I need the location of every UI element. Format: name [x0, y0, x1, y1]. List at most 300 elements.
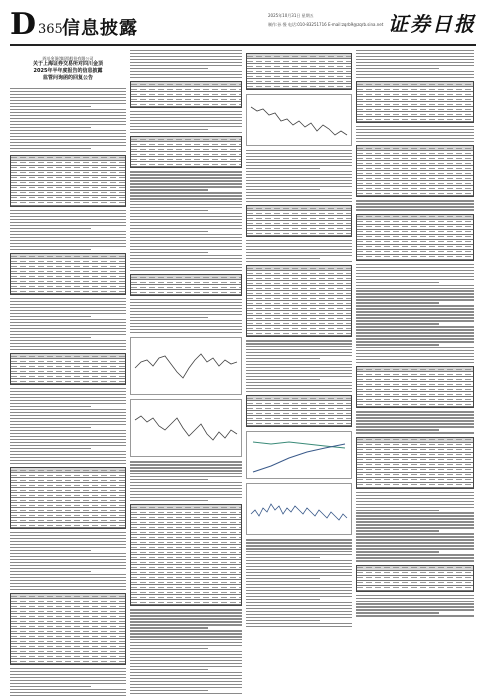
text-line — [130, 693, 242, 694]
text-line — [130, 320, 242, 321]
text-line — [130, 323, 242, 324]
text-line — [10, 100, 126, 101]
text-line — [130, 627, 208, 628]
table-row — [357, 402, 473, 407]
text-line — [246, 183, 352, 184]
data-table — [246, 205, 352, 237]
text-line — [10, 142, 126, 143]
price-chart-graphic — [247, 432, 351, 478]
text-line — [356, 554, 474, 555]
text-line — [130, 50, 242, 51]
text-line — [130, 305, 242, 306]
text-line — [130, 240, 242, 241]
text-line — [10, 553, 126, 554]
text-line — [246, 376, 352, 377]
text-line — [130, 183, 242, 184]
text-line — [130, 68, 208, 69]
text-line — [10, 544, 126, 545]
text-line — [356, 347, 474, 348]
text-line — [246, 258, 320, 259]
text-line — [10, 565, 126, 566]
text-block — [10, 88, 126, 152]
text-line — [10, 433, 126, 434]
text-line — [356, 77, 474, 78]
text-line — [246, 382, 352, 383]
text-line — [246, 156, 352, 157]
text-line — [130, 186, 242, 187]
text-line — [130, 258, 242, 259]
text-line — [130, 213, 242, 214]
text-line — [246, 557, 320, 558]
text-line — [246, 388, 352, 389]
price-chart-line — [251, 107, 347, 135]
text-line — [10, 571, 91, 572]
text-line — [130, 216, 242, 217]
text-line — [246, 578, 320, 579]
text-line — [10, 574, 126, 575]
text-line — [10, 301, 126, 302]
text-line — [130, 669, 208, 670]
data-table — [10, 155, 126, 207]
text-line — [10, 349, 126, 350]
text-line — [356, 426, 474, 427]
text-line — [10, 436, 126, 437]
text-line — [10, 237, 126, 238]
data-table — [130, 274, 242, 296]
text-line — [10, 228, 91, 229]
text-line — [356, 492, 474, 493]
text-line — [10, 298, 126, 299]
table-row — [357, 255, 473, 260]
table-row — [247, 231, 351, 236]
text-line — [356, 545, 474, 546]
text-line — [356, 141, 474, 142]
text-line — [356, 200, 474, 201]
text-line — [130, 618, 242, 619]
text-line — [246, 554, 352, 555]
data-table — [356, 366, 474, 408]
text-line — [130, 189, 208, 190]
text-line — [246, 150, 352, 151]
text-line — [10, 145, 126, 146]
text-line — [10, 325, 126, 326]
text-line — [356, 279, 474, 280]
text-line — [130, 195, 242, 196]
text-line — [10, 97, 126, 98]
text-line — [10, 219, 126, 220]
text-line — [356, 353, 474, 354]
text-line — [130, 657, 242, 658]
text-line — [246, 370, 352, 371]
text-line — [246, 349, 352, 350]
text-line — [130, 308, 242, 309]
text-line — [356, 539, 474, 540]
text-line — [130, 132, 242, 133]
text-line — [10, 689, 126, 690]
text-line — [10, 136, 126, 137]
text-line — [356, 344, 439, 345]
text-line — [356, 527, 474, 528]
text-line — [130, 267, 242, 268]
text-line — [10, 316, 91, 317]
text-line — [356, 323, 439, 324]
data-table — [246, 265, 352, 337]
masthead-rule — [10, 44, 476, 46]
text-line — [10, 240, 126, 241]
text-line — [246, 367, 352, 368]
text-line — [10, 463, 126, 464]
text-block — [130, 609, 242, 696]
text-line — [246, 623, 352, 624]
text-line — [130, 690, 208, 691]
text-line — [10, 103, 126, 104]
text-line — [130, 314, 242, 315]
text-line — [130, 59, 242, 60]
text-line — [130, 651, 242, 652]
text-line — [246, 255, 352, 256]
text-line — [356, 65, 474, 66]
text-line — [356, 548, 474, 549]
text-line — [356, 507, 474, 508]
text-line — [246, 355, 352, 356]
text-block — [356, 595, 474, 617]
text-line — [130, 198, 242, 199]
text-line — [10, 106, 91, 107]
text-line — [356, 282, 439, 283]
price-chart — [246, 483, 352, 535]
column-4 — [356, 50, 474, 696]
text-line — [10, 210, 126, 211]
text-line — [246, 626, 352, 627]
text-line — [246, 243, 352, 244]
text-line — [10, 234, 126, 235]
text-line — [246, 177, 352, 178]
text-line — [246, 159, 352, 160]
text-line — [130, 482, 242, 483]
text-line — [10, 577, 126, 578]
text-block — [130, 299, 242, 333]
text-line — [130, 71, 242, 72]
text-line — [246, 551, 352, 552]
text-line — [10, 148, 91, 149]
text-line — [130, 77, 242, 78]
text-line — [356, 359, 474, 360]
text-line — [130, 497, 242, 498]
text-line — [356, 329, 474, 330]
text-line — [10, 151, 126, 152]
text-block — [356, 126, 474, 142]
text-line — [130, 500, 208, 501]
price-chart — [130, 337, 242, 395]
text-line — [356, 290, 474, 291]
text-line — [356, 601, 474, 602]
text-line — [246, 385, 352, 386]
text-line — [246, 620, 320, 621]
text-line — [10, 538, 126, 539]
text-line — [356, 338, 474, 339]
text-block — [10, 298, 126, 350]
text-line — [130, 461, 242, 462]
text-line — [246, 249, 352, 250]
text-line — [10, 337, 91, 338]
data-table — [246, 395, 352, 427]
text-line — [246, 617, 352, 618]
text-line — [246, 192, 352, 193]
text-line — [10, 589, 126, 590]
text-line — [356, 273, 474, 274]
price-chart — [130, 399, 242, 457]
text-line — [10, 439, 126, 440]
text-line — [10, 668, 126, 669]
text-line — [10, 412, 126, 413]
text-line — [10, 328, 126, 329]
text-line — [246, 201, 352, 202]
text-line — [10, 421, 126, 422]
text-line — [130, 636, 242, 637]
text-line — [10, 680, 126, 681]
text-line — [130, 228, 242, 229]
table-row — [11, 659, 125, 664]
text-line — [10, 556, 126, 557]
text-line — [246, 542, 352, 543]
text-line — [356, 209, 474, 210]
table-row — [247, 421, 351, 426]
text-line — [130, 311, 242, 312]
text-line — [10, 677, 126, 678]
data-table — [10, 467, 126, 529]
data-table — [10, 353, 126, 385]
text-line — [10, 313, 126, 314]
text-line — [10, 322, 126, 323]
newspaper-logo: 证券日报 — [388, 12, 476, 36]
text-line — [10, 319, 126, 320]
text-line — [246, 587, 352, 588]
text-line — [356, 524, 474, 525]
text-line — [356, 530, 439, 531]
text-line — [130, 473, 242, 474]
text-line — [130, 180, 242, 181]
text-line — [246, 361, 352, 362]
text-line — [130, 645, 242, 646]
text-line — [130, 633, 242, 634]
text-line — [130, 675, 242, 676]
column-1 — [10, 50, 126, 696]
text-line — [130, 681, 242, 682]
text-line — [130, 470, 242, 471]
text-line — [246, 189, 320, 190]
data-table — [246, 53, 352, 90]
text-line — [10, 415, 126, 416]
text-block — [10, 668, 126, 696]
text-line — [10, 568, 126, 569]
text-line — [130, 222, 242, 223]
text-line — [246, 246, 352, 247]
text-line — [10, 406, 91, 407]
text-line — [10, 246, 126, 247]
text-line — [10, 307, 126, 308]
text-line — [130, 225, 242, 226]
text-line — [10, 394, 126, 395]
text-line — [356, 285, 474, 286]
text-line — [10, 403, 126, 404]
text-line — [356, 542, 474, 543]
table-row — [247, 331, 351, 336]
text-line — [246, 352, 352, 353]
text-line — [10, 112, 126, 113]
table-row — [11, 289, 125, 294]
text-line — [356, 53, 474, 54]
table-row — [131, 162, 241, 167]
price-chart-line — [251, 504, 347, 520]
text-line — [10, 454, 126, 455]
text-line — [356, 299, 474, 300]
text-line — [246, 566, 352, 567]
text-line — [10, 442, 126, 443]
text-line — [130, 329, 242, 330]
text-line — [246, 584, 352, 585]
text-line — [356, 341, 474, 342]
text-line — [130, 479, 208, 480]
text-line — [356, 603, 474, 604]
text-line — [246, 364, 352, 365]
column-2 — [130, 50, 242, 696]
text-line — [130, 299, 242, 300]
text-line — [356, 126, 474, 127]
text-line — [130, 666, 242, 667]
text-line — [10, 231, 126, 232]
text-line — [10, 692, 126, 693]
text-block — [246, 240, 352, 262]
text-block — [130, 461, 242, 501]
text-line — [356, 308, 474, 309]
text-line — [130, 111, 242, 112]
text-block — [246, 150, 352, 202]
text-line — [10, 243, 126, 244]
text-line — [130, 56, 242, 57]
price-chart-graphic — [131, 338, 241, 394]
text-line — [10, 451, 126, 452]
text-line — [10, 249, 91, 250]
text-line — [10, 130, 126, 131]
text-line — [356, 62, 474, 63]
text-line — [130, 174, 242, 175]
text-line — [246, 602, 352, 603]
text-line — [356, 311, 474, 312]
text-line — [10, 695, 126, 696]
text-block — [356, 264, 474, 364]
text-line — [246, 373, 352, 374]
text-line — [10, 445, 126, 446]
text-line — [130, 255, 242, 256]
text-line — [130, 252, 208, 253]
text-line — [10, 334, 126, 335]
text-line — [130, 114, 242, 115]
text-line — [356, 521, 474, 522]
text-line — [10, 550, 91, 551]
text-line — [130, 237, 242, 238]
text-line — [356, 432, 474, 433]
table-row — [131, 600, 241, 605]
text-line — [10, 583, 126, 584]
text-line — [356, 609, 474, 610]
text-line — [10, 121, 126, 122]
text-line — [10, 331, 126, 332]
text-line — [246, 180, 352, 181]
text-line — [356, 74, 474, 75]
text-line — [246, 174, 352, 175]
text-line — [356, 50, 474, 51]
text-line — [10, 674, 126, 675]
text-line — [356, 536, 474, 537]
text-line — [10, 541, 126, 542]
text-line — [130, 120, 242, 121]
text-line — [10, 127, 91, 128]
text-block — [10, 388, 126, 464]
text-line — [356, 335, 474, 336]
text-line — [246, 560, 352, 561]
text-line — [10, 109, 126, 110]
text-line — [10, 304, 126, 305]
notice-headline-line-3: 监管问询函的回复公告 — [42, 75, 93, 81]
text-line — [356, 270, 474, 271]
issue-date: 2025年10月31日 星期五 — [268, 13, 314, 18]
text-line — [356, 350, 474, 351]
text-line — [356, 267, 474, 268]
price-chart-line — [253, 444, 345, 472]
page-number: 365 — [38, 22, 63, 37]
text-line — [246, 569, 352, 570]
price-chart — [246, 94, 352, 146]
data-table — [130, 504, 242, 606]
text-line — [130, 249, 242, 250]
table-row — [357, 191, 473, 196]
text-block — [356, 50, 474, 78]
text-line — [246, 153, 352, 154]
text-line — [130, 270, 242, 271]
text-line — [246, 596, 352, 597]
text-line — [356, 612, 439, 613]
text-block — [356, 200, 474, 210]
text-line — [356, 362, 474, 363]
text-line — [246, 614, 352, 615]
section-title: 信息披露 — [62, 18, 138, 39]
text-line — [246, 168, 320, 169]
text-line — [246, 165, 352, 166]
text-line — [246, 195, 352, 196]
text-line — [10, 448, 91, 449]
text-line — [356, 317, 474, 318]
table-row — [11, 201, 125, 206]
text-line — [130, 624, 242, 625]
text-line — [130, 672, 242, 673]
table-row — [11, 379, 125, 384]
price-chart — [246, 431, 352, 479]
text-line — [246, 590, 352, 591]
text-line — [130, 317, 208, 318]
text-line — [10, 535, 126, 536]
price-chart-line — [135, 354, 237, 378]
data-table — [356, 81, 474, 123]
text-line — [130, 654, 242, 655]
text-line — [10, 683, 126, 684]
text-line — [130, 491, 242, 492]
text-line — [10, 397, 126, 398]
text-line — [130, 660, 242, 661]
text-line — [130, 663, 242, 664]
text-line — [246, 605, 352, 606]
text-line — [130, 231, 208, 232]
text-line — [10, 686, 91, 687]
